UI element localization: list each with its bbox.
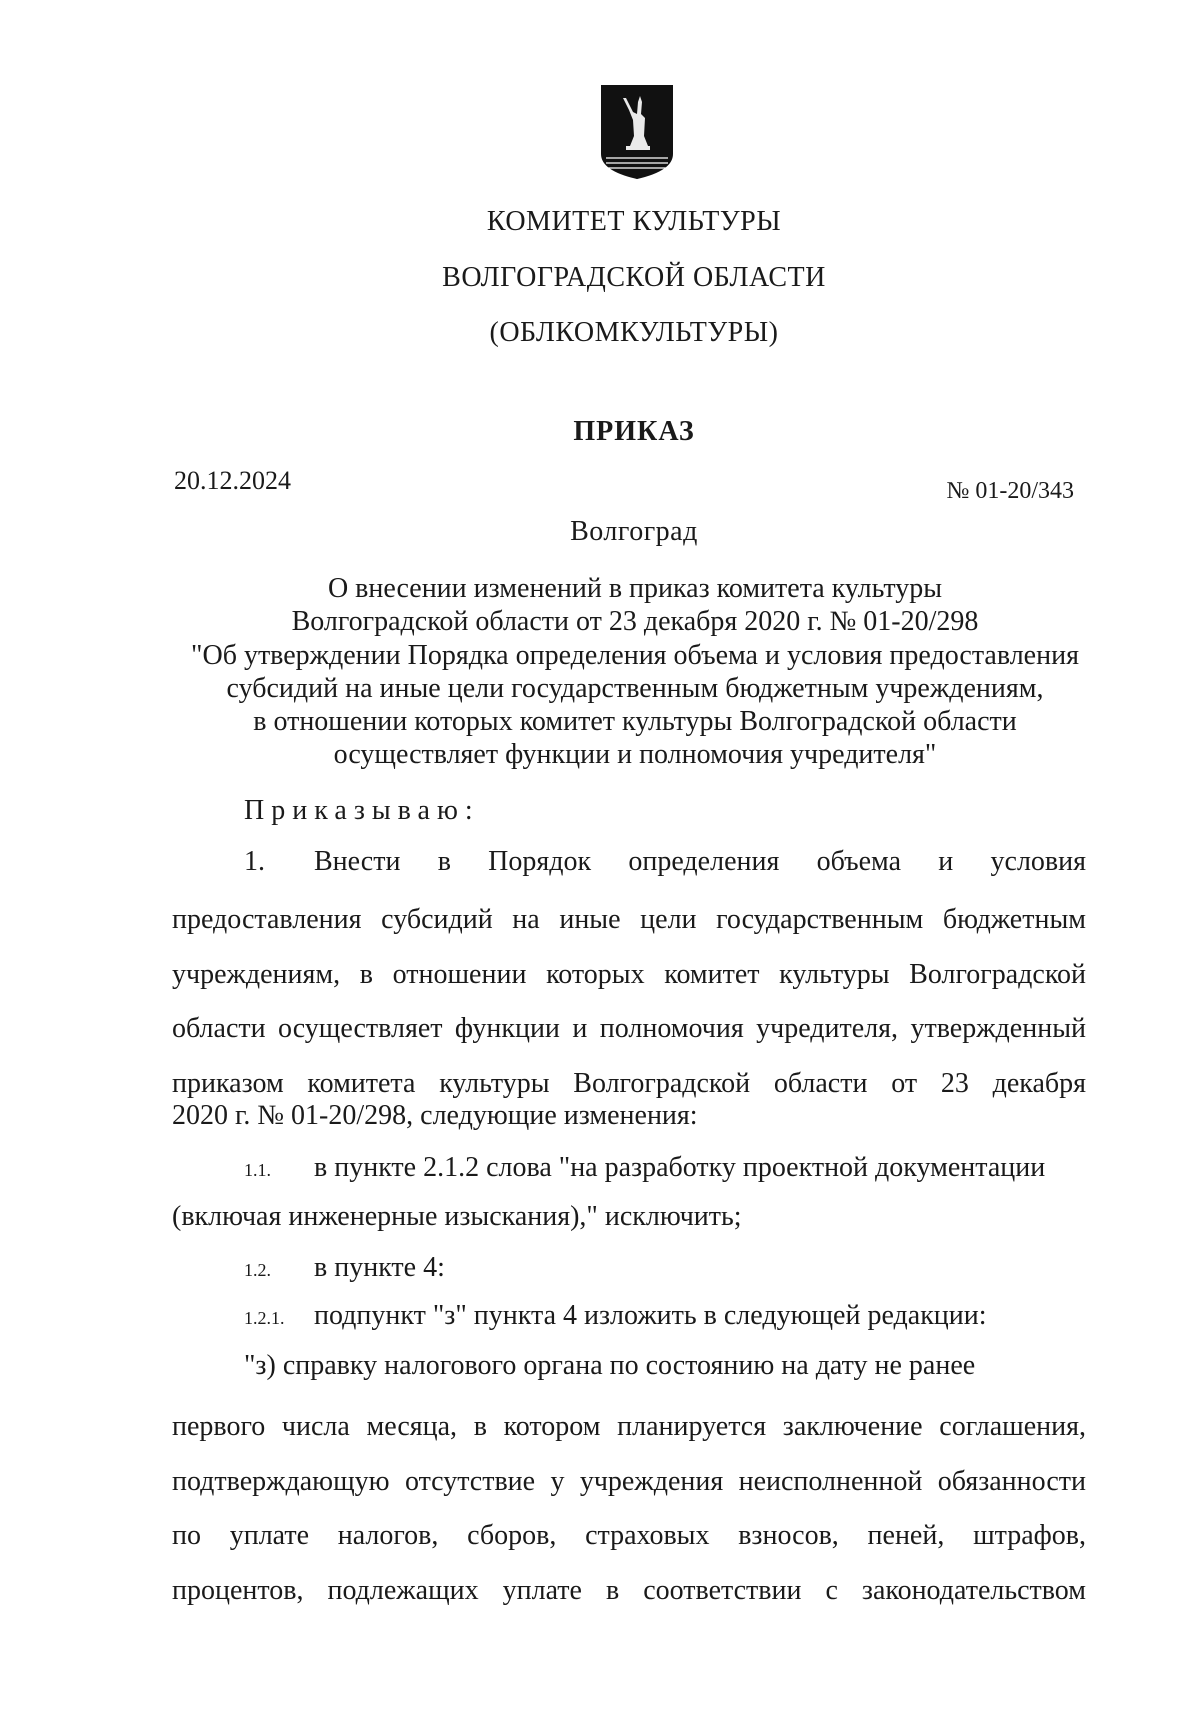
quote-line: первого числа месяца, в котором планируется заключение соглашения, — [172, 1411, 1086, 1442]
subject-line: осуществляет функции и полномочия учредителя" — [333, 739, 937, 771]
org-name-line-2: ВОЛГОГРАДСКОЙ ОБЛАСТИ — [442, 262, 826, 293]
item-1-line-0: Внести в Порядок определения объема и условия — [314, 846, 1086, 877]
item-1-2-text: в пункте 4: — [314, 1252, 445, 1283]
quote-line: подтверждающую отсутствие у учреждения неисполненной обязанности — [172, 1465, 1086, 1497]
quote-line: по уплате налогов, сборов, страховых взносов, пеней, штрафов, — [172, 1520, 1086, 1551]
org-name-line-3: (ОБЛКОМКУЛЬТУРЫ) — [489, 317, 779, 348]
item-1-line: учреждениям, в отношении которых комитет культуры Волгоградской — [172, 958, 1086, 990]
document-date: 20.12.2024 — [174, 466, 291, 495]
item-1-last-line: 2020 г. № 01-20/298, следующие изменения: — [172, 1100, 698, 1131]
document-title: ПРИКАЗ — [573, 416, 695, 447]
item-1-1-label: 1.1. — [244, 1160, 271, 1180]
quote-body — [172, 1400, 1086, 1618]
document-subject — [160, 572, 1110, 772]
orders-label: Приказываю: — [244, 795, 480, 826]
item-1-1-line-2: (включая инженерные изыскания)," исключить; — [172, 1201, 742, 1232]
coat-of-arms-icon — [600, 84, 674, 180]
item-1-2-label: 1.2. — [244, 1260, 271, 1280]
item-1-line: предоставления субсидий на иные цели государственным бюджетным — [172, 904, 1086, 935]
org-name-line-1: КОМИТЕТ КУЛЬТУРЫ — [486, 206, 782, 237]
item-1-label: 1. — [244, 846, 265, 877]
document-city: Волгоград — [570, 516, 698, 547]
item-1-line: области осуществляет функции и полномочия учредителя, утвержденный — [172, 1013, 1086, 1044]
item-1-2-1-text: подпункт "з" пункта 4 изложить в следующей редакции: — [314, 1300, 987, 1331]
subject-line: О внесении изменений в приказ комитета культуры — [327, 573, 943, 604]
item-1-first-line — [314, 846, 1086, 878]
subject-line: Волгоградской области от 23 декабря 2020 г. № 01-20/298 — [291, 606, 979, 638]
subject-line: "Об утверждении Порядка определения объема и условия предоставления — [191, 639, 1079, 671]
item-1-2-1-label: 1.2.1. — [244, 1308, 285, 1328]
subject-line: субсидий на иные цели государственным бюджетным учреждениям, — [226, 672, 1044, 704]
document-number: № 01-20/343 — [946, 478, 1074, 504]
subject-line: в отношении которых комитет культуры Волгоградской области — [253, 706, 1017, 738]
quote-line: процентов, подлежащих уплате в соответствии с законодательством — [172, 1574, 1086, 1606]
item-1-line: приказом комитета культуры Волгоградской области от 23 декабря — [172, 1067, 1086, 1099]
item-1-body — [172, 893, 1086, 1111]
quote-line-1: "з) справку налогового органа по состоянию на дату не ранее — [244, 1350, 976, 1381]
item-1-1-line-1: в пункте 2.1.2 слова "на разработку проектной документации — [314, 1152, 1046, 1183]
